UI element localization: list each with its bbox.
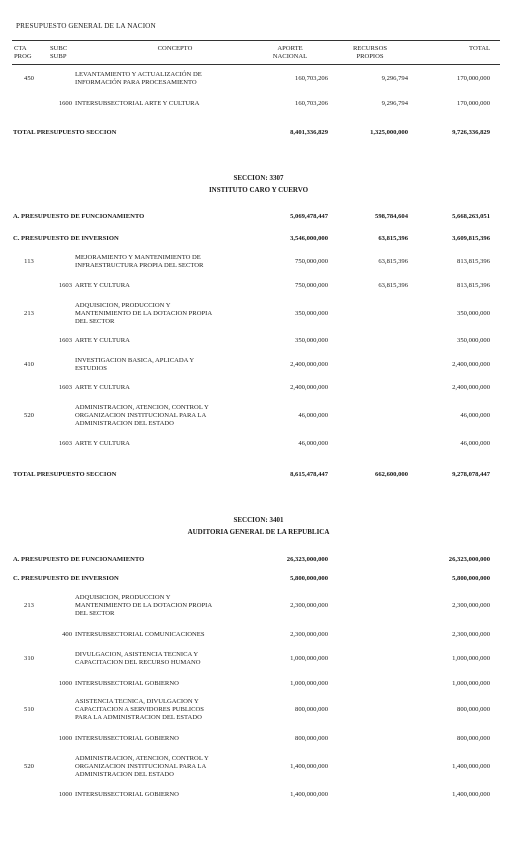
header-subc-label: SUBC [50, 45, 68, 52]
section-number: SECCION: 3401 [233, 516, 284, 524]
row-subc: 1603 [58, 384, 72, 391]
row-total: 800,000,000 [457, 735, 490, 742]
row-total: 1,400,000,000 [452, 763, 490, 770]
header-recursos-label-1: RECURSOS [352, 45, 388, 52]
row-total: 2,300,000,000 [452, 631, 490, 638]
row-aporte: 2,400,000,000 [290, 361, 328, 368]
funcionamiento-total: 5,668,263,051 [452, 213, 490, 220]
header-cta [14, 45, 40, 61]
row-aporte: 1,400,000,000 [290, 763, 328, 770]
row-recursos: 63,815,396 [378, 258, 408, 265]
row-concepto: DIVULGACION, ASISTENCIA TECNICA Y CAPACITACION DEL RECURSO HUMANO [75, 651, 201, 666]
row-total: 2,400,000,000 [452, 384, 490, 391]
row-concepto: ARTE Y CULTURA [75, 337, 130, 344]
section-number: SECCION: 3307 [233, 174, 284, 182]
row-subc: 1603 [58, 282, 72, 289]
row-total: 46,000,000 [460, 412, 490, 419]
row-concepto: LEVANTAMIENTO Y ACTUALIZACIÓN DE INFORMACIÓN PARA PROCESAMIENTO [75, 71, 202, 86]
row-recursos: 9,296,794 [381, 75, 408, 82]
row-total: 813,815,396 [457, 282, 490, 289]
row-concepto: ADMINISTRACION, ATENCION, CONTROL Y ORGANIZACION INSTITUCIONAL PARA LA ADMINISTRACION DEL ESTADO [75, 755, 209, 778]
row-cta: 113 [24, 258, 34, 265]
header-aporte [255, 45, 325, 61]
header-recursos-label-2: PROPIOS [356, 53, 384, 60]
funcionamiento-aporte: 26,323,000,000 [286, 556, 328, 563]
total-label: TOTAL PRESUPUESTO SECCION [13, 129, 117, 136]
row-total: 1,400,000,000 [452, 791, 490, 798]
row-cta: 450 [24, 75, 34, 82]
funcionamiento-label: A. PRESUPUESTO DE FUNCIONAMIENTO [13, 556, 145, 563]
row-total: 170,000,000 [457, 75, 490, 82]
row-cta: 520 [24, 412, 34, 419]
row-concepto: INTERSUBSECTORIAL GOBIERNO [75, 680, 179, 687]
header-cta-label: CTA [14, 45, 27, 52]
row-concepto: ADMINISTRACION, ATENCION, CONTROL Y ORGANIZACION INSTITUCIONAL PARA LA ADMINISTRACION DEL ESTADO [75, 404, 209, 427]
row-concepto: ARTE Y CULTURA [75, 440, 130, 447]
row-cta: 213 [24, 602, 34, 609]
row-concepto: INTERSUBSECTORIAL ARTE Y CULTURA [75, 100, 200, 107]
header-prog-label: PROG [14, 53, 32, 60]
total-aporte: 8,401,336,829 [290, 129, 328, 136]
inversion-label: C. PRESUPUESTO DE INVERSION [13, 575, 119, 582]
row-total: 170,000,000 [457, 100, 490, 107]
header-concepto: CONCEPTO [157, 45, 193, 52]
row-subc: 1603 [58, 440, 72, 447]
row-concepto: INVESTIGACION BASICA, APLICADA Y ESTUDIOS [75, 357, 195, 372]
row-total: 1,000,000,000 [452, 655, 490, 662]
row-subc: 1000 [58, 735, 72, 742]
inversion-total: 3,609,815,396 [452, 235, 490, 242]
section-name: AUDITORIA GENERAL DE LA REPUBLICA [187, 528, 330, 536]
row-aporte: 750,000,000 [295, 282, 328, 289]
row-aporte: 750,000,000 [295, 258, 328, 265]
row-aporte: 160,703,206 [295, 75, 328, 82]
funcionamiento-aporte: 5,069,478,447 [290, 213, 328, 220]
row-aporte: 1,400,000,000 [290, 791, 328, 798]
row-concepto: INTERSUBSECTORIAL GOBIERNO [75, 791, 179, 798]
header-total: TOTAL [469, 45, 490, 52]
row-aporte: 350,000,000 [295, 310, 328, 317]
total-recursos: 662,600,000 [375, 471, 408, 478]
inversion-label: C. PRESUPUESTO DE INVERSION [13, 235, 119, 242]
row-concepto: INTERSUBSECTORIAL GOBIERNO [75, 735, 179, 742]
header-subc [50, 45, 78, 61]
header-top-rule [12, 40, 500, 41]
row-concepto: INTERSUBSECTORIAL COMUNICACIONES [75, 631, 205, 638]
funcionamiento-label: A. PRESUPUESTO DE FUNCIONAMIENTO [13, 213, 145, 220]
total-total: 9,278,078,447 [452, 471, 490, 478]
total-recursos: 1,325,000,000 [370, 129, 408, 136]
total-aporte: 8,615,478,447 [290, 471, 328, 478]
row-aporte: 800,000,000 [295, 706, 328, 713]
row-aporte: 350,000,000 [295, 337, 328, 344]
header-recursos [335, 45, 405, 61]
total-label: TOTAL PRESUPUESTO SECCION [13, 471, 117, 478]
inversion-recursos: 63,815,396 [378, 235, 408, 242]
row-concepto: ADQUISICION, PRODUCCION Y MANTENIMIENTO DE LA DOTACION PROPIA DEL SECTOR [75, 594, 213, 617]
row-total: 1,000,000,000 [452, 680, 490, 687]
row-concepto: ADQUISICION, PRODUCCION Y MANTENIMIENTO DE LA DOTACION PROPIA DEL SECTOR [75, 302, 213, 325]
row-aporte: 2,400,000,000 [290, 384, 328, 391]
row-aporte: 46,000,000 [298, 440, 328, 447]
row-cta: 213 [24, 310, 34, 317]
row-aporte: 2,300,000,000 [290, 631, 328, 638]
row-concepto: ARTE Y CULTURA [75, 384, 130, 391]
row-recursos: 63,815,396 [378, 282, 408, 289]
funcionamiento-recursos: 598,784,604 [375, 213, 408, 220]
header-aporte-label-1: APORTE [277, 45, 303, 52]
funcionamiento-total: 26,323,000,000 [448, 556, 490, 563]
row-total: 2,400,000,000 [452, 361, 490, 368]
row-aporte: 46,000,000 [298, 412, 328, 419]
row-recursos: 9,296,794 [381, 100, 408, 107]
row-total: 813,815,396 [457, 258, 490, 265]
inversion-aporte: 3,546,000,000 [290, 235, 328, 242]
row-total: 350,000,000 [457, 337, 490, 344]
row-aporte: 2,300,000,000 [290, 602, 328, 609]
row-subc: 1000 [58, 791, 72, 798]
row-aporte: 800,000,000 [295, 735, 328, 742]
total-total: 9,726,336,829 [452, 129, 490, 136]
row-cta: 410 [24, 361, 34, 368]
row-concepto: ARTE Y CULTURA [75, 282, 130, 289]
row-cta: 510 [24, 706, 34, 713]
row-total: 2,300,000,000 [452, 602, 490, 609]
header-subp-label: SUBP [50, 53, 67, 60]
row-aporte: 160,703,206 [295, 100, 328, 107]
header-bottom-rule [12, 64, 500, 65]
inversion-aporte: 5,800,000,000 [290, 575, 328, 582]
row-subc: 1600 [58, 100, 72, 107]
row-cta: 310 [24, 655, 34, 662]
row-cta: 520 [24, 763, 34, 770]
row-total: 46,000,000 [460, 440, 490, 447]
section-name: INSTITUTO CARO Y CUERVO [208, 186, 309, 194]
row-aporte: 1,000,000,000 [290, 655, 328, 662]
row-subc: 1603 [58, 337, 72, 344]
row-aporte: 1,000,000,000 [290, 680, 328, 687]
row-total: 350,000,000 [457, 310, 490, 317]
page-title: PRESUPUESTO GENERAL DE LA NACION [16, 22, 156, 30]
row-total: 800,000,000 [457, 706, 490, 713]
row-subc: 1000 [58, 680, 72, 687]
inversion-total: 5,800,000,000 [452, 575, 490, 582]
row-concepto: MEJORAMIENTO Y MANTENIMIENTO DE INFRAESTRUCTURA PROPIA DEL SECTOR [75, 254, 204, 269]
row-concepto: ASISTENCIA TECNICA, DIVULGACION Y CAPACITACION A SERVIDORES PUBLICOS PARA LA ADMINISTRACION DEL ESTADO [75, 698, 204, 721]
header-aporte-label-2: NACIONAL [272, 53, 308, 60]
row-subc: 400 [62, 631, 72, 638]
